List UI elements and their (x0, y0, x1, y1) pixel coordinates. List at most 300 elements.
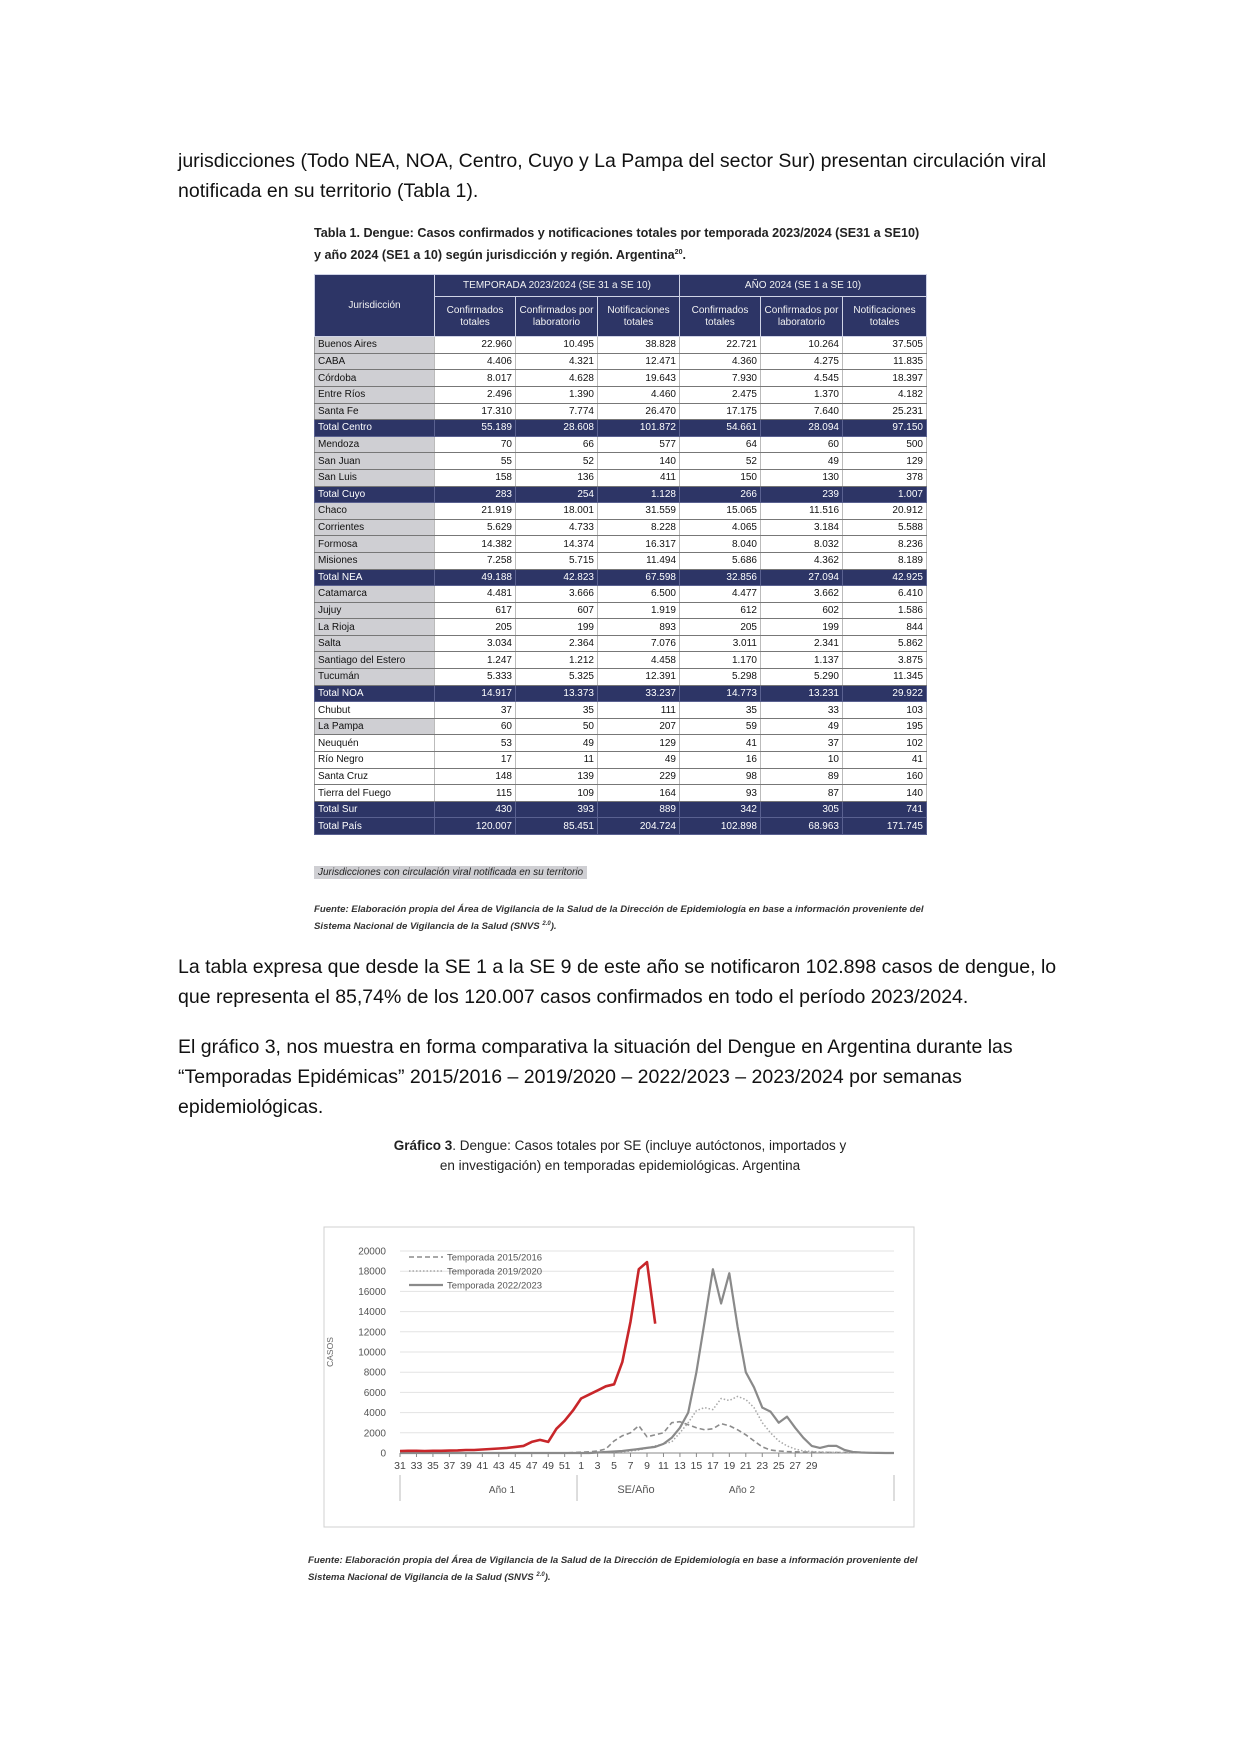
table-row (315, 370, 927, 387)
header-confirmados-1: Confirmados totales (435, 297, 516, 337)
cell-value: 1.370 (761, 386, 843, 403)
table-row (315, 353, 927, 370)
cell-jurisdiccion: Total Cuyo (315, 486, 435, 503)
x-tick-label: 45 (509, 1460, 522, 1472)
cell-jurisdiccion: Salta (315, 635, 435, 652)
cell-value: 50 (516, 718, 598, 735)
cell-jurisdiccion: CABA (315, 353, 435, 370)
table-row (315, 635, 927, 652)
cell-value: 139 (516, 768, 598, 785)
cell-value: 21.919 (435, 503, 516, 520)
cell-value: 8.032 (761, 536, 843, 553)
table-source-text: Fuente: Elaboración propia del Área de Vigilancia de la Salud de la Dirección de Epidemiología en base a información proveniente del Sistema Nacional de Vigilancia de la Salud (SNVS (314, 904, 924, 933)
cell-value: 101.872 (598, 420, 680, 437)
cell-value: 1.247 (435, 652, 516, 669)
cell-value: 254 (516, 486, 598, 503)
x-group-label-1: Año 1 (488, 1485, 516, 1496)
cell-value: 11.835 (843, 353, 927, 370)
cell-jurisdiccion: Tucumán (315, 669, 435, 686)
cell-jurisdiccion: La Rioja (315, 619, 435, 636)
header-confirmados-2: Confirmados totales (680, 297, 761, 337)
cell-value: 5.686 (680, 552, 761, 569)
table-row (315, 386, 927, 403)
table-row (315, 536, 927, 553)
cell-value: 5.715 (516, 552, 598, 569)
cell-value: 66 (516, 436, 598, 453)
x-tick-label: 19 (723, 1460, 736, 1472)
header-notificaciones-2: Notificaciones totales (843, 297, 927, 337)
cell-value: 2.475 (680, 386, 761, 403)
cell-value: 109 (516, 785, 598, 802)
cell-jurisdiccion: Total NOA (315, 685, 435, 702)
header-notificaciones-1: Notificaciones totales (598, 297, 680, 337)
graph-caption (330, 1136, 910, 1176)
table-total-row (315, 486, 927, 503)
cell-value: 158 (435, 469, 516, 486)
x-tick-label: 35 (427, 1460, 439, 1472)
x-tick-label: 25 (772, 1460, 785, 1472)
cell-value: 12.471 (598, 353, 680, 370)
table-row (315, 718, 927, 735)
cell-value: 4.182 (843, 386, 927, 403)
graph-source-sup: 2.0 (536, 1572, 545, 1578)
x-tick-label: 1 (578, 1460, 585, 1472)
cell-value: 2.341 (761, 635, 843, 652)
cell-jurisdiccion: Mendoza (315, 436, 435, 453)
table-row (315, 785, 927, 802)
table-row (315, 552, 927, 569)
cell-value: 5.298 (680, 669, 761, 686)
x-tick-label: 17 (707, 1460, 719, 1472)
cell-value: 3.011 (680, 635, 761, 652)
cell-jurisdiccion: Entre Ríos (315, 386, 435, 403)
y-tick-label: 18000 (358, 1266, 386, 1278)
cell-value: 115 (435, 785, 516, 802)
cell-jurisdiccion: Tierra del Fuego (315, 785, 435, 802)
x-tick-label: 51 (558, 1460, 571, 1472)
header-group-temporada: TEMPORADA 2023/2024 (SE 31 a SE 10) (435, 275, 680, 297)
x-tick-label: 15 (690, 1460, 703, 1472)
y-axis-label: CASOS (325, 1337, 335, 1367)
cell-jurisdiccion: Buenos Aires (315, 337, 435, 354)
cell-jurisdiccion: San Luis (315, 469, 435, 486)
cell-value: 11 (516, 752, 598, 769)
cell-value: 8.017 (435, 370, 516, 387)
legend-label: Temporada 2019/2020 (447, 1266, 543, 1278)
graph-source-note (308, 1553, 948, 1585)
cell-value: 150 (680, 469, 761, 486)
x-tick-label: 47 (525, 1460, 538, 1472)
cell-value: 1.390 (516, 386, 598, 403)
cell-value: 7.774 (516, 403, 598, 420)
cell-value: 93 (680, 785, 761, 802)
cell-jurisdiccion: Catamarca (315, 586, 435, 603)
cell-value: 25.231 (843, 403, 927, 420)
x-tick-label: 27 (789, 1460, 802, 1472)
cell-jurisdiccion: Chubut (315, 702, 435, 719)
table-total-row (315, 420, 927, 437)
table-row (315, 619, 927, 636)
cell-value: 13.231 (761, 685, 843, 702)
cell-value: 7.258 (435, 552, 516, 569)
y-tick-label: 8000 (363, 1367, 386, 1379)
header-jurisdiccion: Jurisdicción (315, 275, 435, 337)
cell-value: 305 (761, 801, 843, 818)
table-source-end: ). (550, 921, 557, 933)
cell-value: 15.065 (680, 503, 761, 520)
x-tick-label: 9 (644, 1460, 650, 1472)
cell-value: 49 (761, 718, 843, 735)
graph-source-end: ). (544, 1572, 551, 1584)
cell-value: 8.236 (843, 536, 927, 553)
cell-value: 53 (435, 735, 516, 752)
cell-jurisdiccion: Total NEA (315, 569, 435, 586)
cell-value: 4.065 (680, 519, 761, 536)
cell-value: 37.505 (843, 337, 927, 354)
cell-jurisdiccion: La Pampa (315, 718, 435, 735)
cell-jurisdiccion: Santa Fe (315, 403, 435, 420)
table-row (315, 702, 927, 719)
header-laboratorio-2: Confirmados por laboratorio (761, 297, 843, 337)
cell-value: 49 (516, 735, 598, 752)
cell-value: 55.189 (435, 420, 516, 437)
x-tick-label: 5 (611, 1460, 617, 1472)
y-tick-label: 6000 (363, 1387, 386, 1399)
table-caption-text: Casos confirmados y notificaciones totales por temporada 2023/2024 (SE31 a SE10) y año 2024 (SE1 a 10) según jurisdicción y región. Argentina (314, 226, 920, 263)
cell-value: 3.666 (516, 586, 598, 603)
table-row (315, 469, 927, 486)
cell-jurisdiccion: Formosa (315, 536, 435, 553)
table-row (315, 337, 927, 354)
cell-value: 52 (680, 453, 761, 470)
cell-value: 266 (680, 486, 761, 503)
y-tick-label: 20000 (358, 1246, 386, 1258)
graph-caption-line1: . Dengue: Casos totales por SE (incluye autóctonos, importados y (452, 1138, 847, 1153)
y-tick-label: 4000 (363, 1408, 386, 1420)
cell-value: 16.317 (598, 536, 680, 553)
cell-value: 3.184 (761, 519, 843, 536)
chart-frame (324, 1227, 914, 1527)
cell-value: 4.321 (516, 353, 598, 370)
cell-value: 4.477 (680, 586, 761, 603)
cell-value: 102 (843, 735, 927, 752)
cell-value: 89 (761, 768, 843, 785)
table-row (315, 453, 927, 470)
cell-value: 6.500 (598, 586, 680, 603)
cell-value: 204.724 (598, 818, 680, 835)
dengue-table (314, 274, 927, 835)
cell-value: 171.745 (843, 818, 927, 835)
legend-label: Temporada 2022/2023 (447, 1280, 543, 1292)
cell-value: 18.001 (516, 503, 598, 520)
cell-value: 130 (761, 469, 843, 486)
cell-value: 4.733 (516, 519, 598, 536)
cell-value: 4.545 (761, 370, 843, 387)
x-tick-label: 37 (443, 1460, 456, 1472)
cell-value: 1.128 (598, 486, 680, 503)
cell-jurisdiccion: Total País (315, 818, 435, 835)
cell-value: 17 (435, 752, 516, 769)
y-tick-label: 14000 (358, 1307, 386, 1319)
cell-value: 1.007 (843, 486, 927, 503)
cell-jurisdiccion: Santa Cruz (315, 768, 435, 785)
table-total-row (315, 818, 927, 835)
cell-jurisdiccion: Misiones (315, 552, 435, 569)
cell-value: 7.930 (680, 370, 761, 387)
intro-paragraph: jurisdicciones (Todo NEA, NOA, Centro, Cuyo y La Pampa del sector Sur) presentan circulación viral notificada en su territorio (Tabla 1). (178, 150, 1047, 202)
x-tick-label: 7 (627, 1460, 634, 1472)
cell-value: 33.237 (598, 685, 680, 702)
cell-value: 11.516 (761, 503, 843, 520)
cell-value: 3.034 (435, 635, 516, 652)
cell-value: 18.397 (843, 370, 927, 387)
cell-jurisdiccion: Córdoba (315, 370, 435, 387)
circulation-legend: Jurisdicciones con circulación viral notificada en su territorio (314, 866, 587, 879)
cell-value: 17.310 (435, 403, 516, 420)
y-tick-label: 2000 (363, 1428, 386, 1440)
cell-value: 14.917 (435, 685, 516, 702)
y-tick-label: 0 (380, 1448, 386, 1460)
x-tick-label: 49 (542, 1460, 555, 1472)
x-tick-label: 11 (658, 1460, 669, 1472)
cell-value: 207 (598, 718, 680, 735)
cell-value: 2.364 (516, 635, 598, 652)
cell-value: 85.451 (516, 818, 598, 835)
cell-value: 8.228 (598, 519, 680, 536)
cell-value: 60 (761, 436, 843, 453)
table-row (315, 602, 927, 619)
cell-value: 500 (843, 436, 927, 453)
paragraph-2: La tabla expresa que desde la SE 1 a la SE 9 de este año se notificaron 102.898 casos de dengue, lo que representa el 85,74% de los 120.007 casos confirmados en todo el período 2023/2024. (178, 956, 1057, 1008)
cell-value: 22.960 (435, 337, 516, 354)
cell-value: 29.922 (843, 685, 927, 702)
cell-value: 378 (843, 469, 927, 486)
cell-jurisdiccion: Neuquén (315, 735, 435, 752)
cell-value: 199 (761, 619, 843, 636)
cell-value: 68.963 (761, 818, 843, 835)
cell-value: 239 (761, 486, 843, 503)
x-tick-label: 39 (460, 1460, 472, 1472)
cell-value: 14.773 (680, 685, 761, 702)
cell-value: 59 (680, 718, 761, 735)
y-tick-label: 12000 (358, 1327, 386, 1339)
cell-value: 160 (843, 768, 927, 785)
cell-jurisdiccion: Total Sur (315, 801, 435, 818)
table-body (315, 337, 927, 835)
cell-value: 10.264 (761, 337, 843, 354)
cell-value: 4.458 (598, 652, 680, 669)
cell-value: 4.628 (516, 370, 598, 387)
cell-value: 4.275 (761, 353, 843, 370)
x-tick-label: 29 (805, 1460, 818, 1472)
cell-value: 98 (680, 768, 761, 785)
cell-value: 199 (516, 619, 598, 636)
table-1-block (314, 224, 926, 835)
cell-value: 22.721 (680, 337, 761, 354)
cell-value: 28.608 (516, 420, 598, 437)
cell-value: 49.188 (435, 569, 516, 586)
x-tick-label: 21 (739, 1460, 752, 1472)
table-row (315, 519, 927, 536)
x-axis-label: SE/Año (617, 1484, 655, 1496)
x-group-label-2: Año 2 (728, 1485, 756, 1496)
cell-value: 411 (598, 469, 680, 486)
cell-value: 889 (598, 801, 680, 818)
cell-value: 37 (761, 735, 843, 752)
cell-value: 617 (435, 602, 516, 619)
x-tick-label: 23 (756, 1460, 769, 1472)
cell-value: 844 (843, 619, 927, 636)
table-row (315, 752, 927, 769)
table-row (315, 768, 927, 785)
cell-value: 140 (843, 785, 927, 802)
cell-value: 14.382 (435, 536, 516, 553)
cell-value: 1.170 (680, 652, 761, 669)
cell-jurisdiccion: Río Negro (315, 752, 435, 769)
cell-value: 20.912 (843, 503, 927, 520)
cell-value: 55 (435, 453, 516, 470)
cell-value: 16 (680, 752, 761, 769)
cell-value: 1.919 (598, 602, 680, 619)
x-tick-label: 33 (410, 1460, 423, 1472)
paragraph-3: El gráfico 3, nos muestra en forma comparativa la situación del Dengue en Argentina durante las “Temporadas Epidémicas” 2015/2016 – 2019/2020 – 2022/2023 – 2023/2024 por semanas epidemiológicas. (178, 1036, 1013, 1118)
cell-value: 111 (598, 702, 680, 719)
cell-value: 205 (680, 619, 761, 636)
cell-value: 741 (843, 801, 927, 818)
cell-value: 19.643 (598, 370, 680, 387)
cell-value: 12.391 (598, 669, 680, 686)
legend-label: Temporada 2015/2016 (447, 1252, 543, 1264)
table-caption: Tabla 1. Dengue: Casos confirmados y notificaciones totales por temporada 2023/2024 (SE31 a SE10) y año 2024 (SE1 a 10) según jurisdicción y región. Argentina$^{20}$. (314, 226, 920, 263)
cell-value: 8.040 (680, 536, 761, 553)
cell-value: 4.360 (680, 353, 761, 370)
cell-value: 49 (598, 752, 680, 769)
cell-value: 229 (598, 768, 680, 785)
graph-caption-bold: Gráfico 3 (393, 1138, 453, 1153)
cell-value: 577 (598, 436, 680, 453)
cell-value: 28.094 (761, 420, 843, 437)
cell-value: 10 (761, 752, 843, 769)
cell-value: 612 (680, 602, 761, 619)
cell-value: 4.481 (435, 586, 516, 603)
cell-value: 17.175 (680, 403, 761, 420)
cell-value: 102.898 (680, 818, 761, 835)
x-tick-label: 3 (594, 1460, 601, 1472)
cell-value: 26.470 (598, 403, 680, 420)
cell-value: 11.494 (598, 552, 680, 569)
cell-value: 35 (516, 702, 598, 719)
cell-value: 11.345 (843, 669, 927, 686)
cell-value: 4.362 (761, 552, 843, 569)
cell-value: 4.406 (435, 353, 516, 370)
dengue-weekly-chart (322, 1225, 916, 1537)
y-tick-label: 10000 (358, 1347, 386, 1359)
cell-jurisdiccion: Chaco (315, 503, 435, 520)
cell-value: 27.094 (761, 569, 843, 586)
cell-value: 49 (761, 453, 843, 470)
cell-value: 52 (516, 453, 598, 470)
graph-source-text: Fuente: Elaboración propia del Área de Vigilancia de la Salud de la Dirección de Epidemiología en base a información proveniente del Sistema Nacional de Vigilancia de la Salud (SNVS (308, 1555, 918, 1584)
table-row (315, 586, 927, 603)
cell-value: 97.150 (843, 420, 927, 437)
x-tick-label: 13 (674, 1460, 686, 1472)
cell-value: 60 (435, 718, 516, 735)
cell-value: 70 (435, 436, 516, 453)
cell-value: 103 (843, 702, 927, 719)
cell-value: 41 (843, 752, 927, 769)
cell-value: 283 (435, 486, 516, 503)
table-row (315, 669, 927, 686)
cell-value: 129 (843, 453, 927, 470)
table-caption-sup: 20 (674, 249, 683, 256)
cell-value: 136 (516, 469, 598, 486)
cell-value: 5.862 (843, 635, 927, 652)
cell-jurisdiccion: San Juan (315, 453, 435, 470)
cell-jurisdiccion: Total Centro (315, 420, 435, 437)
table-row (315, 403, 927, 420)
cell-value: 342 (680, 801, 761, 818)
cell-value: 602 (761, 602, 843, 619)
graph-caption-line2: en investigación) en temporadas epidemiológicas. Argentina (439, 1158, 801, 1173)
cell-value: 607 (516, 602, 598, 619)
table-caption-title: Tabla 1. Dengue: (314, 226, 414, 240)
header-group-anio: AÑO 2024 (SE 1 a SE 10) (680, 275, 927, 297)
cell-value: 205 (435, 619, 516, 636)
table-total-row (315, 569, 927, 586)
cell-value: 64 (680, 436, 761, 453)
table-total-row (315, 801, 927, 818)
cell-value: 37 (435, 702, 516, 719)
cell-value: 140 (598, 453, 680, 470)
cell-value: 7.640 (761, 403, 843, 420)
cell-value: 164 (598, 785, 680, 802)
cell-value: 6.410 (843, 586, 927, 603)
cell-value: 38.828 (598, 337, 680, 354)
cell-value: 42.823 (516, 569, 598, 586)
cell-value: 3.875 (843, 652, 927, 669)
cell-value: 87 (761, 785, 843, 802)
cell-value: 893 (598, 619, 680, 636)
cell-value: 5.333 (435, 669, 516, 686)
cell-value: 31.559 (598, 503, 680, 520)
cell-jurisdiccion: Santiago del Estero (315, 652, 435, 669)
cell-value: 1.212 (516, 652, 598, 669)
cell-jurisdiccion: Corrientes (315, 519, 435, 536)
cell-value: 195 (843, 718, 927, 735)
cell-value: 5.325 (516, 669, 598, 686)
cell-value: 5.588 (843, 519, 927, 536)
cell-value: 35 (680, 702, 761, 719)
cell-value: 120.007 (435, 818, 516, 835)
table-row (315, 735, 927, 752)
cell-value: 148 (435, 768, 516, 785)
cell-value: 7.076 (598, 635, 680, 652)
cell-jurisdiccion: Jujuy (315, 602, 435, 619)
table-row (315, 503, 927, 520)
table-row (315, 652, 927, 669)
cell-value: 393 (516, 801, 598, 818)
cell-value: 14.374 (516, 536, 598, 553)
cell-value: 2.496 (435, 386, 516, 403)
cell-value: 5.290 (761, 669, 843, 686)
cell-value: 4.460 (598, 386, 680, 403)
cell-value: 54.661 (680, 420, 761, 437)
y-tick-label: 16000 (358, 1286, 386, 1298)
cell-value: 42.925 (843, 569, 927, 586)
x-tick-label: 41 (476, 1460, 489, 1472)
cell-value: 3.662 (761, 586, 843, 603)
cell-value: 129 (598, 735, 680, 752)
